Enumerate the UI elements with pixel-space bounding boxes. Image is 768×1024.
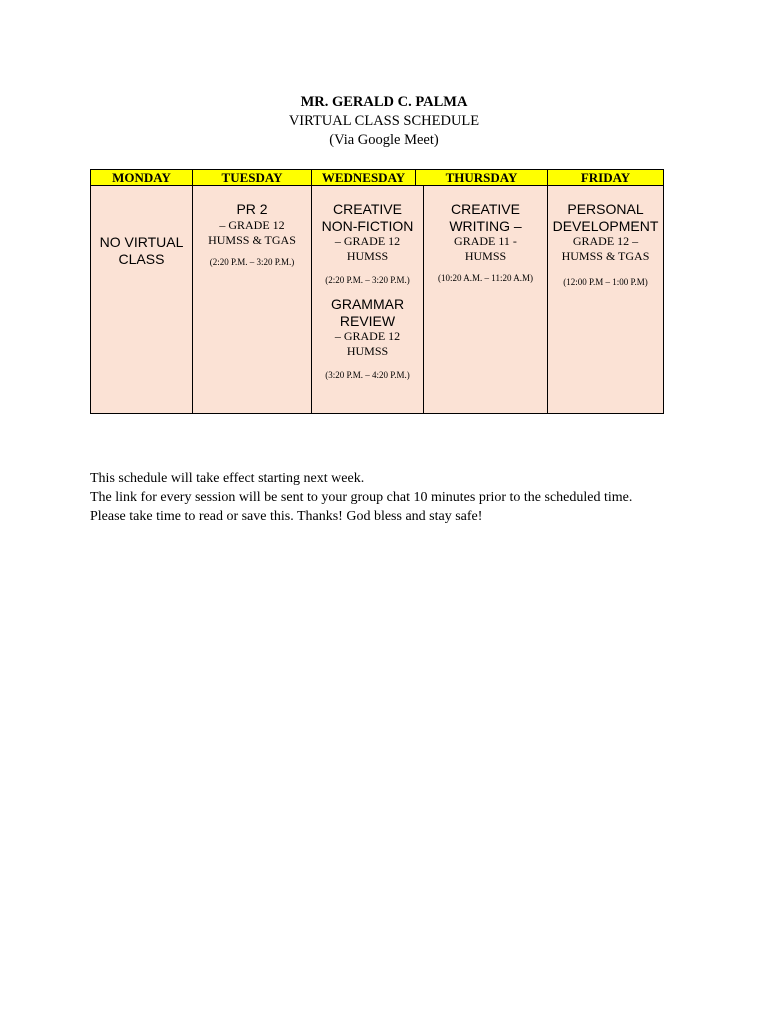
day-header-wednesday: WEDNESDAY (312, 170, 415, 185)
friday-grade: GRADE 12 – (572, 234, 639, 248)
document-header (0, 93, 768, 150)
schedule-subtitle: (Via Google Meet) (329, 132, 439, 148)
day-header-friday: FRIDAY (548, 170, 663, 185)
friday-cell (548, 201, 663, 288)
teacher-name: MR. GERALD C. PALMA (300, 94, 468, 110)
friday-subject-line2: DEVELOPMENT (552, 217, 659, 234)
note-line: The link for every session will be sent to your group chat 10 minutes prior to the scheduled time. (90, 490, 633, 505)
wednesday-cell (312, 201, 423, 381)
day-header-thursday: THURSDAY (416, 170, 547, 185)
schedule-body (90, 186, 664, 414)
thursday-time: (10:20 A.M. – 11:20 A.M) (438, 273, 533, 283)
tuesday-cell (193, 201, 311, 268)
thursday-grade: GRADE 11 - (454, 234, 517, 248)
wednesday-section1: HUMSS (346, 249, 389, 263)
friday-section: HUMSS & TGAS (561, 249, 650, 263)
thursday-subject-line2: WRITING – (449, 217, 522, 234)
wednesday-time1: (2:20 P.M. – 3:20 P.M.) (325, 275, 410, 285)
thursday-section: HUMSS (464, 249, 507, 263)
friday-time: (12:00 P.M – 1:00 P.M) (563, 277, 648, 287)
wednesday-section2: HUMSS (346, 344, 389, 358)
wednesday-subject1-line2: NON-FICTION (321, 217, 414, 234)
thursday-cell (424, 201, 547, 284)
tuesday-section: HUMSS & TGAS (208, 232, 296, 247)
tuesday-subject: PR 2 (236, 201, 268, 217)
friday-subject-line1: PERSONAL (567, 201, 644, 217)
day-header-tuesday: TUESDAY (193, 170, 311, 185)
tuesday-time: (2:20 P.M. – 3:20 P.M.) (209, 256, 295, 267)
wednesday-subject2-line1: GRAMMAR (330, 296, 405, 312)
schedule-title: VIRTUAL CLASS SCHEDULE (288, 113, 480, 129)
tuesday-grade: – GRADE 12 (219, 217, 285, 232)
day-header-row (90, 169, 664, 186)
day-header-monday: MONDAY (91, 170, 192, 185)
wednesday-subject2-line2: REVIEW (339, 312, 396, 329)
monday-line2: CLASS (118, 250, 165, 267)
monday-cell (91, 234, 192, 267)
wednesday-subject1-line1: CREATIVE (333, 201, 402, 217)
schedule-notes (90, 469, 730, 526)
wednesday-time2: (3:20 P.M. – 4:20 P.M.) (325, 370, 410, 380)
thursday-subject-line1: CREATIVE (451, 201, 520, 217)
monday-line1: NO VIRTUAL (99, 234, 184, 250)
wednesday-grade1: – GRADE 12 (334, 234, 401, 248)
note-line: This schedule will take effect starting next week. (90, 471, 365, 486)
note-line: Please take time to read or save this. Thanks! God bless and stay safe! (90, 509, 483, 524)
wednesday-grade2: – GRADE 12 (334, 329, 401, 343)
